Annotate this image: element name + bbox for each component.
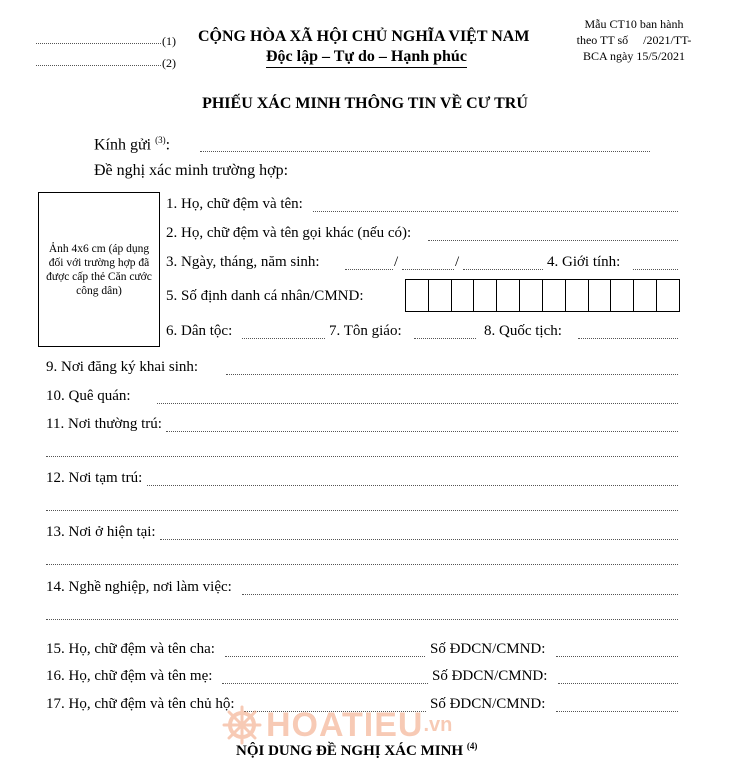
id-digit-box[interactable]	[429, 280, 452, 311]
field-9-input[interactable]	[226, 374, 678, 375]
field-16-id-label: Số ĐDCN/CMND:	[432, 668, 548, 684]
id-digit-box[interactable]	[657, 280, 679, 311]
field-1-label: 1. Họ, chữ đệm và tên:	[166, 196, 303, 212]
field-17-label: 17. Họ, chữ đệm và tên chủ hộ:	[46, 696, 235, 712]
field-4-input[interactable]	[633, 269, 678, 270]
field-5-label: 5. Số định danh cá nhân/CMND:	[166, 288, 364, 304]
field-3-sep-1: /	[394, 254, 399, 270]
field-12-input-cont[interactable]	[46, 510, 678, 511]
form-ref-line-2: theo TT số /2021/TT-	[576, 33, 692, 47]
field-3-year[interactable]	[463, 269, 543, 270]
agency-marker-2: (2)	[162, 56, 176, 70]
field-9-label: 9. Nơi đăng ký khai sinh:	[46, 359, 199, 375]
id-digit-box[interactable]	[406, 280, 429, 311]
field-12-input[interactable]	[147, 485, 678, 486]
nation-title: CỘNG HÒA XÃ HỘI CHỦ NGHĨA VIỆT NAM	[198, 28, 530, 45]
field-6-label: 6. Dân tộc:	[166, 323, 233, 339]
field-15-id-label: Số ĐDCN/CMND:	[430, 641, 546, 657]
field-17-id-input[interactable]	[556, 711, 678, 712]
id-digit-box[interactable]	[611, 280, 634, 311]
field-3-sep-2: /	[455, 254, 460, 270]
section-title	[236, 741, 477, 760]
id-digit-box[interactable]	[589, 280, 612, 311]
agency-line-1	[36, 43, 161, 44]
field-13-label: 13. Nơi ở hiện tại:	[46, 524, 156, 540]
field-1-input[interactable]	[313, 211, 678, 212]
form-ref	[568, 16, 700, 64]
field-17-id-label: Số ĐDCN/CMND:	[430, 696, 546, 712]
field-16-label: 16. Họ, chữ đệm và tên mẹ:	[46, 668, 213, 684]
id-digit-box[interactable]	[566, 280, 589, 311]
watermark-brand: HOATIEU	[266, 705, 424, 744]
field-7-label: 7. Tôn giáo:	[329, 323, 402, 339]
field-2-label: 2. Họ, chữ đệm và tên gọi khác (nếu có):	[166, 225, 412, 241]
form-title: PHIẾU XÁC MINH THÔNG TIN VỀ CƯ TRÚ	[202, 95, 528, 112]
field-13-input-cont[interactable]	[46, 564, 678, 565]
field-7-input[interactable]	[414, 338, 476, 339]
field-6-input[interactable]	[242, 338, 325, 339]
photo-box	[38, 192, 160, 347]
section-title-text: NỘI DUNG ĐỀ NGHỊ XÁC MINH	[236, 743, 464, 759]
field-4-label: 4. Giới tính:	[547, 254, 621, 270]
watermark-suffix: .vn	[423, 713, 453, 736]
addressee: Kính gửi $^{(3)}$:	[94, 135, 171, 154]
field-3-month[interactable]	[402, 269, 454, 270]
field-11-input-cont[interactable]	[46, 456, 678, 457]
field-8-input[interactable]	[578, 338, 678, 339]
field-10-label: 10. Quê quán:	[46, 388, 131, 404]
addressee-label: Kính gửi	[94, 136, 152, 154]
field-11-input[interactable]	[166, 431, 678, 432]
watermark	[222, 705, 452, 745]
field-13-input[interactable]	[160, 539, 678, 540]
field-8-label: 8. Quốc tịch:	[484, 323, 562, 339]
field-16-input[interactable]	[222, 683, 428, 684]
field-12-label: 12. Nơi tạm trú:	[46, 470, 143, 486]
field-14-input-cont[interactable]	[46, 619, 678, 620]
id-digit-box[interactable]	[543, 280, 566, 311]
photo-text: Ảnh 4x6 cm (áp dụng đối với trường hợp đã được cấp thẻ Căn cước công dân)	[46, 242, 152, 297]
section-title-note: (4)	[466, 741, 478, 751]
motto: Độc lập – Tự do – Hạnh phúc	[266, 48, 467, 68]
agency-line-2	[36, 65, 161, 66]
id-digit-box[interactable]	[474, 280, 497, 311]
field-3-label: 3. Ngày, tháng, năm sinh:	[166, 254, 320, 270]
field-3-day[interactable]	[345, 269, 393, 270]
form-ref-line-3: BCA ngày 15/5/2021	[582, 49, 685, 63]
field-2-input[interactable]	[428, 240, 678, 241]
addressee-field[interactable]	[200, 151, 650, 152]
field-15-input[interactable]	[225, 656, 425, 657]
field-14-label: 14. Nghề nghiệp, nơi làm việc:	[46, 579, 232, 595]
id-digit-box[interactable]	[634, 280, 657, 311]
field-11-label: 11. Nơi thường trú:	[46, 416, 162, 432]
field-10-input[interactable]	[157, 403, 678, 404]
field-15-id-input[interactable]	[556, 656, 678, 657]
id-digit-box[interactable]	[520, 280, 543, 311]
agency-marker-1: (1)	[162, 34, 176, 48]
form-ref-line-1: Mẫu CT10 ban hành	[584, 17, 684, 31]
id-digit-box[interactable]	[452, 280, 475, 311]
addressee-note: (3)	[155, 135, 166, 145]
field-15-label: 15. Họ, chữ đệm và tên cha:	[46, 641, 215, 657]
id-digit-box[interactable]	[497, 280, 520, 311]
ship-wheel-icon	[222, 705, 262, 745]
field-14-input[interactable]	[242, 594, 678, 595]
request-label: Đề nghị xác minh trường hợp:	[94, 162, 289, 179]
field-16-id-input[interactable]	[558, 683, 678, 684]
id-number-boxes[interactable]	[405, 279, 680, 312]
